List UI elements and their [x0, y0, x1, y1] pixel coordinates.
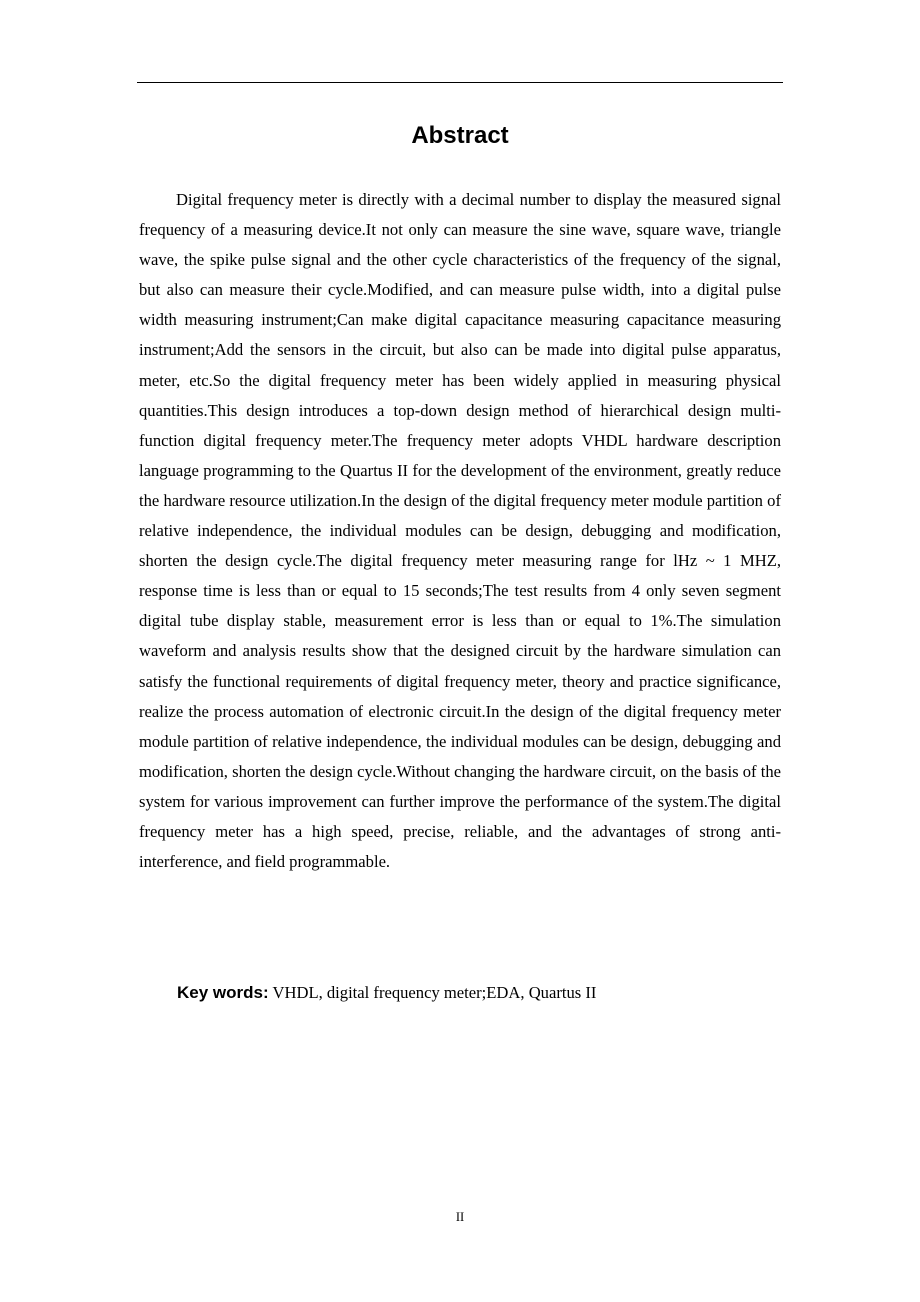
abstract-paragraph: Digital frequency meter is directly with a decimal number to display the measured signal frequency of a measuring device.It not only can measure the sine wave, square wave, triangle wave, the spike pulse signal and the other cycle characteristics of the frequency of the signal, but also can measure their cycle.Modified, and can measure pulse width, into a digital pulse width measuring instrument;Can make digital capacitance measuring capacitance measuring instrument;Add the sensors in the circuit, but also can be made into digital pulse apparatus, meter, etc.So the digital frequency meter has been widely applied in measuring physical quantities.This design introduces a top-down design method of hierarchical design multi-function digital frequency meter.The frequency meter adopts VHDL hardware description language programming to the Quartus II for the development of the environment, greatly reduce the hardware resource utilization.In the design of the digital frequency meter module partition of relative independence, the individual modules can be design, debugging and modification, shorten the design cycle.The digital frequency meter measuring range for lHz ~ 1 MHZ, response time is less than or equal to 15 seconds;The test results from 4 only seven segment digital tube display stable, measurement error is less than or equal to 1%.The simulation waveform and analysis results show that the designed circuit by the hardware simulation can satisfy the functional requirements of digital frequency meter, theory and practice significance, realize the process automation of electronic circuit.In the design of the digital frequency meter module partition of relative independence, the individual modules can be design, debugging and modification, shorten the design cycle.Without changing the hardware circuit, on the basis of the system for various improvement can further improve the performance of the system.The digital frequency meter has a high speed, precise, reliable, and the advantages of strong anti-interference, and field programmable. [139, 190, 781, 872]
page-number: II [455, 1210, 465, 1224]
page-title: Abstract [411, 122, 509, 149]
header-rule [137, 82, 783, 83]
keywords-value: VHDL, digital frequency meter;EDA, Quartus II [268, 983, 597, 1002]
keywords-label: Key words: [177, 983, 269, 1002]
keywords-line [177, 979, 797, 1007]
